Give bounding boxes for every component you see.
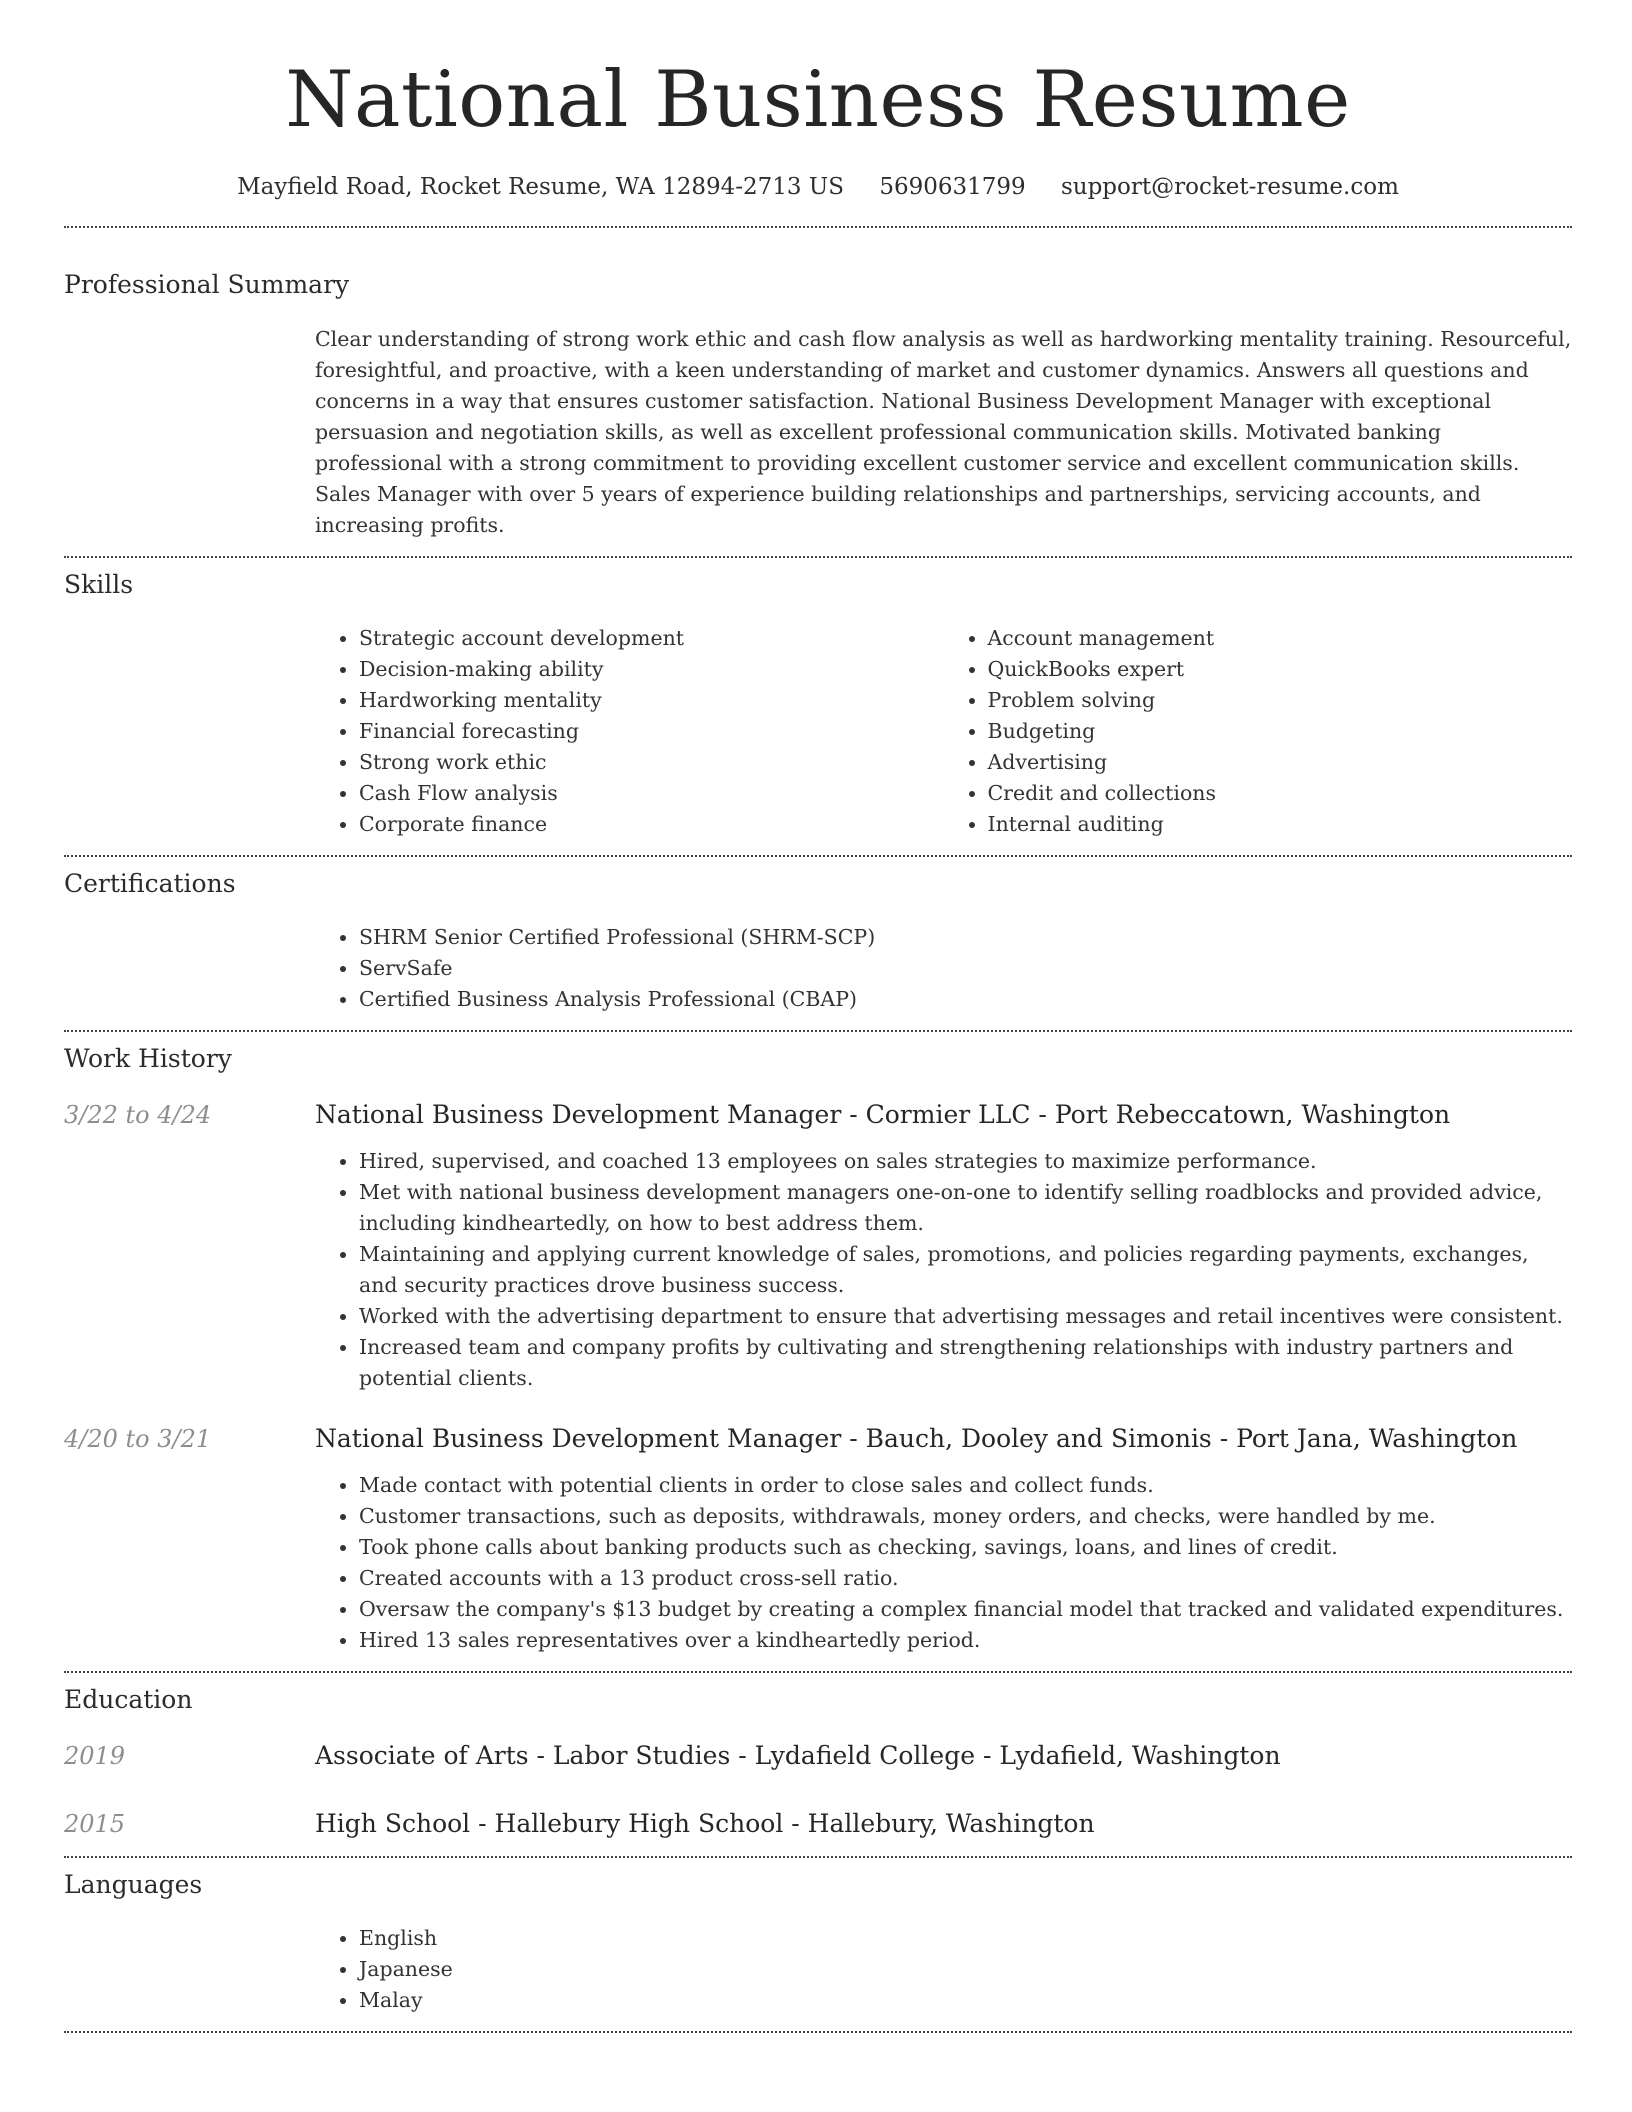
skill-item: • Corporate finance	[359, 809, 944, 840]
job-bullet: • Created accounts with a 13 product cross-sell ratio.	[359, 1563, 1572, 1594]
job-bullet: • Took phone calls about banking products such as checking, savings, loans, and lines of credit.	[359, 1532, 1572, 1563]
divider	[64, 855, 1572, 857]
job-heading: National Business Development Manager - Bauch, Dooley and Simonis - Port Jana, Washington	[315, 1424, 1518, 1453]
education-date: 2015	[64, 1810, 126, 1838]
divider	[64, 226, 1572, 228]
language-item: • Japanese	[359, 1954, 1572, 1985]
skill-item: • Advertising	[988, 747, 1573, 778]
skill-item: • QuickBooks expert	[988, 654, 1573, 685]
contact-address: Mayfield Road, Rocket Resume, WA 12894-2713 US	[237, 174, 844, 200]
certification-item: • Certified Business Analysis Professional (CBAP)	[359, 984, 1572, 1015]
certifications-section	[64, 867, 1572, 1015]
education-entry	[64, 1807, 1572, 1841]
resume-page	[64, 0, 1572, 2033]
skills-list-left	[315, 623, 944, 840]
summary-text: Clear understanding of strong work ethic and cash flow analysis as well as hardworking mentality training. Resourceful, foresightful, and proactive, with a keen understanding of market and customer dynamics. Answers all questions and concerns in a way that ensures customer satisfaction. National Business Development Manager with exceptional persuasion and negotiation skills, as well as excellent professional communication skills. Motivated banking professional with a strong commitment to providing excellent customer service and excellent communication skills. Sales Manager with over 5 years of experience building relationships and partnerships, servicing accounts, and increasing profits.	[315, 327, 1572, 537]
language-item: • English	[359, 1923, 1572, 1954]
skill-item: • Internal auditing	[988, 809, 1573, 840]
certification-item: • ServSafe	[359, 953, 1572, 984]
job-bullet: • Hired, supervised, and coached 13 employees on sales strategies to maximize performance.	[359, 1146, 1572, 1177]
education-entry	[64, 1739, 1572, 1773]
job-bullet: • Customer transactions, such as deposits, withdrawals, money orders, and checks, were handled by me.	[359, 1501, 1572, 1532]
job-bullet: • Maintaining and applying current knowledge of sales, promotions, and policies regarding payments, exchanges, and security practices drove business success.	[359, 1239, 1572, 1301]
divider	[64, 1856, 1572, 1858]
languages-section	[64, 1868, 1572, 2016]
job-bullet: • Worked with the advertising department to ensure that advertising messages and retail incentives were consistent.	[359, 1301, 1572, 1332]
skills-section	[64, 568, 1572, 840]
languages-list	[315, 1923, 1572, 2016]
job-bullets	[315, 1470, 1572, 1656]
education-section	[64, 1683, 1572, 1841]
job-entry	[64, 1098, 1572, 1394]
divider	[64, 1030, 1572, 1032]
skill-item: • Hardworking mentality	[359, 685, 944, 716]
education-heading: Associate of Arts - Labor Studies - Lydafield College - Lydafield, Washington	[315, 1741, 1281, 1770]
work-history-section	[64, 1042, 1572, 1656]
section-title-certifications: Certifications	[64, 869, 236, 898]
job-bullet: • Increased team and company profits by cultivating and strengthening relationships with industry partners and potential clients.	[359, 1332, 1572, 1394]
skill-item: • Cash Flow analysis	[359, 778, 944, 809]
language-item: • Malay	[359, 1985, 1572, 2016]
section-title-education: Education	[64, 1685, 193, 1714]
job-bullet: • Oversaw the company's $13 budget by creating a complex financial model that tracked and validated expenditures.	[359, 1594, 1572, 1625]
job-header	[64, 1098, 1572, 1132]
section-title-skills: Skills	[64, 570, 134, 599]
section-title-summary: Professional Summary	[64, 270, 350, 299]
certification-item: • SHRM Senior Certified Professional (SHRM-SCP)	[359, 922, 1572, 953]
job-entry	[64, 1422, 1572, 1656]
job-bullets	[315, 1146, 1572, 1394]
skills-list-right	[944, 623, 1573, 840]
job-bullet: • Hired 13 sales representatives over a kindheartedly period.	[359, 1625, 1572, 1656]
job-heading: National Business Development Manager - Cormier LLC - Port Rebeccatown, Washington	[315, 1100, 1451, 1129]
contact-line	[64, 170, 1572, 204]
job-bullet: • Made contact with potential clients in order to close sales and collect funds.	[359, 1470, 1572, 1501]
skill-item: • Decision-making ability	[359, 654, 944, 685]
certifications-list	[315, 922, 1572, 1015]
skill-item: • Financial forecasting	[359, 716, 944, 747]
skill-item: • Problem solving	[988, 685, 1573, 716]
summary-section	[64, 268, 1572, 541]
skill-item: • Budgeting	[988, 716, 1573, 747]
skill-item: • Credit and collections	[988, 778, 1573, 809]
education-heading: High School - Hallebury High School - Hallebury, Washington	[315, 1809, 1095, 1838]
skill-item: • Strategic account development	[359, 623, 944, 654]
skill-item: • Strong work ethic	[359, 747, 944, 778]
job-date: 3/22 to 4/24	[64, 1101, 212, 1129]
resume-name: National Business Resume	[285, 55, 1351, 145]
skills-columns	[315, 623, 1572, 840]
divider	[64, 1671, 1572, 1673]
education-date: 2019	[64, 1742, 126, 1770]
divider	[64, 2031, 1572, 2033]
job-bullet: • Met with national business development managers one-on-one to identify selling roadblocks and provided advice, including kindheartedly, on how to best address them.	[359, 1177, 1572, 1239]
job-date: 4/20 to 3/21	[64, 1425, 212, 1453]
job-header	[64, 1422, 1572, 1456]
skill-item: • Account management	[988, 623, 1573, 654]
divider	[64, 556, 1572, 558]
contact-phone: 5690631799	[879, 174, 1026, 200]
section-title-work: Work History	[64, 1044, 232, 1073]
section-title-languages: Languages	[64, 1870, 203, 1899]
contact-email: support@rocket-resume.com	[1060, 174, 1399, 200]
